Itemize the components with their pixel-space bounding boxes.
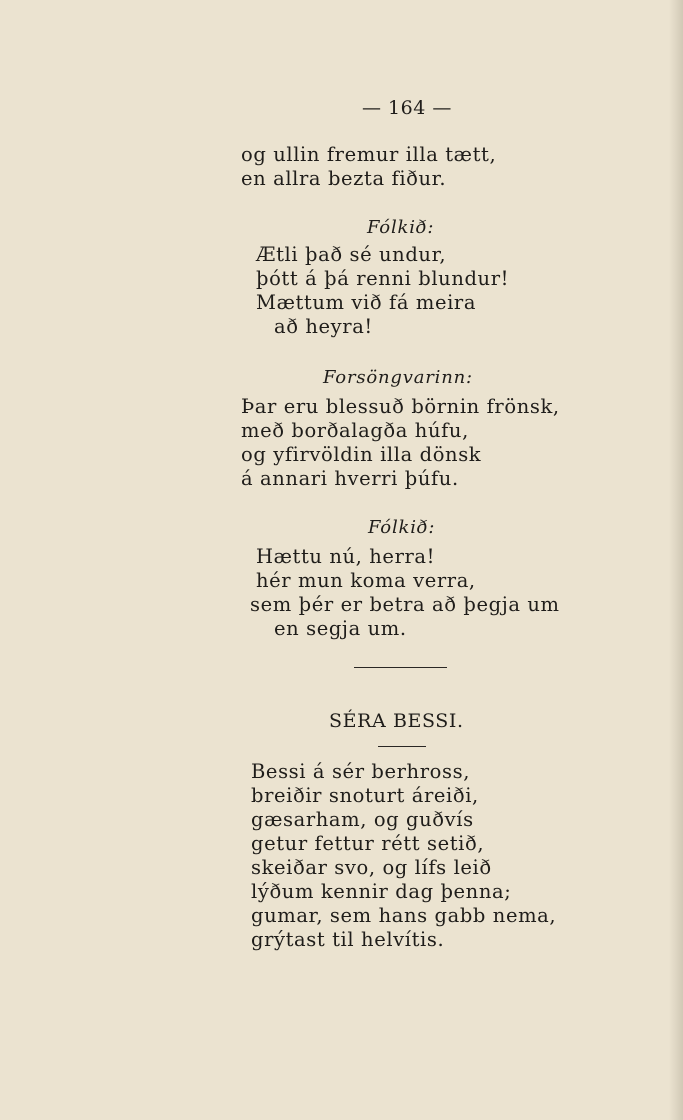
- verse-line: en allra bezta fiður.: [241, 167, 447, 190]
- verse-line: Mættum við fá meira: [256, 291, 477, 314]
- speaker-label: Fólkið:: [367, 217, 435, 238]
- verse-line: að heyra!: [274, 315, 373, 338]
- section-divider: [354, 667, 447, 668]
- verse-line: en segja um.: [274, 617, 407, 640]
- verse-line: þótt á þá renni blundur!: [256, 267, 510, 290]
- speaker-label: Fólkið:: [368, 517, 436, 538]
- verse-line: og ullin fremur illa tætt,: [241, 143, 497, 166]
- verse-line: á annari hverri þúfu.: [241, 467, 459, 490]
- verse-line: gumar, sem hans gabb nema,: [251, 904, 557, 927]
- verse-line: Hættu nú, herra!: [256, 545, 436, 568]
- page-edge-shadow: [669, 0, 683, 1120]
- verse-line: breiðir snoturt áreiði,: [251, 784, 479, 807]
- verse-line: getur fettur rétt setið,: [251, 832, 485, 855]
- verse-line: Þar eru blessuð börnin frönsk,: [241, 395, 560, 418]
- page-number: — 164 —: [362, 97, 452, 119]
- verse-line: og yfirvöldin illa dönsk: [241, 443, 482, 466]
- title-underline: [378, 746, 426, 747]
- verse-line: með borðalagða húfu,: [241, 419, 469, 442]
- section-title: SÉRA BESSI.: [329, 710, 464, 732]
- speaker-label: Forsöngvarinn:: [323, 367, 473, 388]
- verse-line: Ætli það sé undur,: [256, 243, 447, 266]
- verse-line: skeiðar svo, og lífs leið: [251, 856, 492, 879]
- verse-line: Bessi á sér berhross,: [251, 760, 470, 783]
- verse-line: hér mun koma verra,: [256, 569, 476, 592]
- verse-line: grýtast til helvítis.: [251, 928, 445, 951]
- verse-line: lýðum kennir dag þenna;: [251, 880, 512, 903]
- verse-line: sem þér er betra að þegja um: [250, 593, 560, 616]
- verse-line: gæsarham, og guðvís: [251, 808, 474, 831]
